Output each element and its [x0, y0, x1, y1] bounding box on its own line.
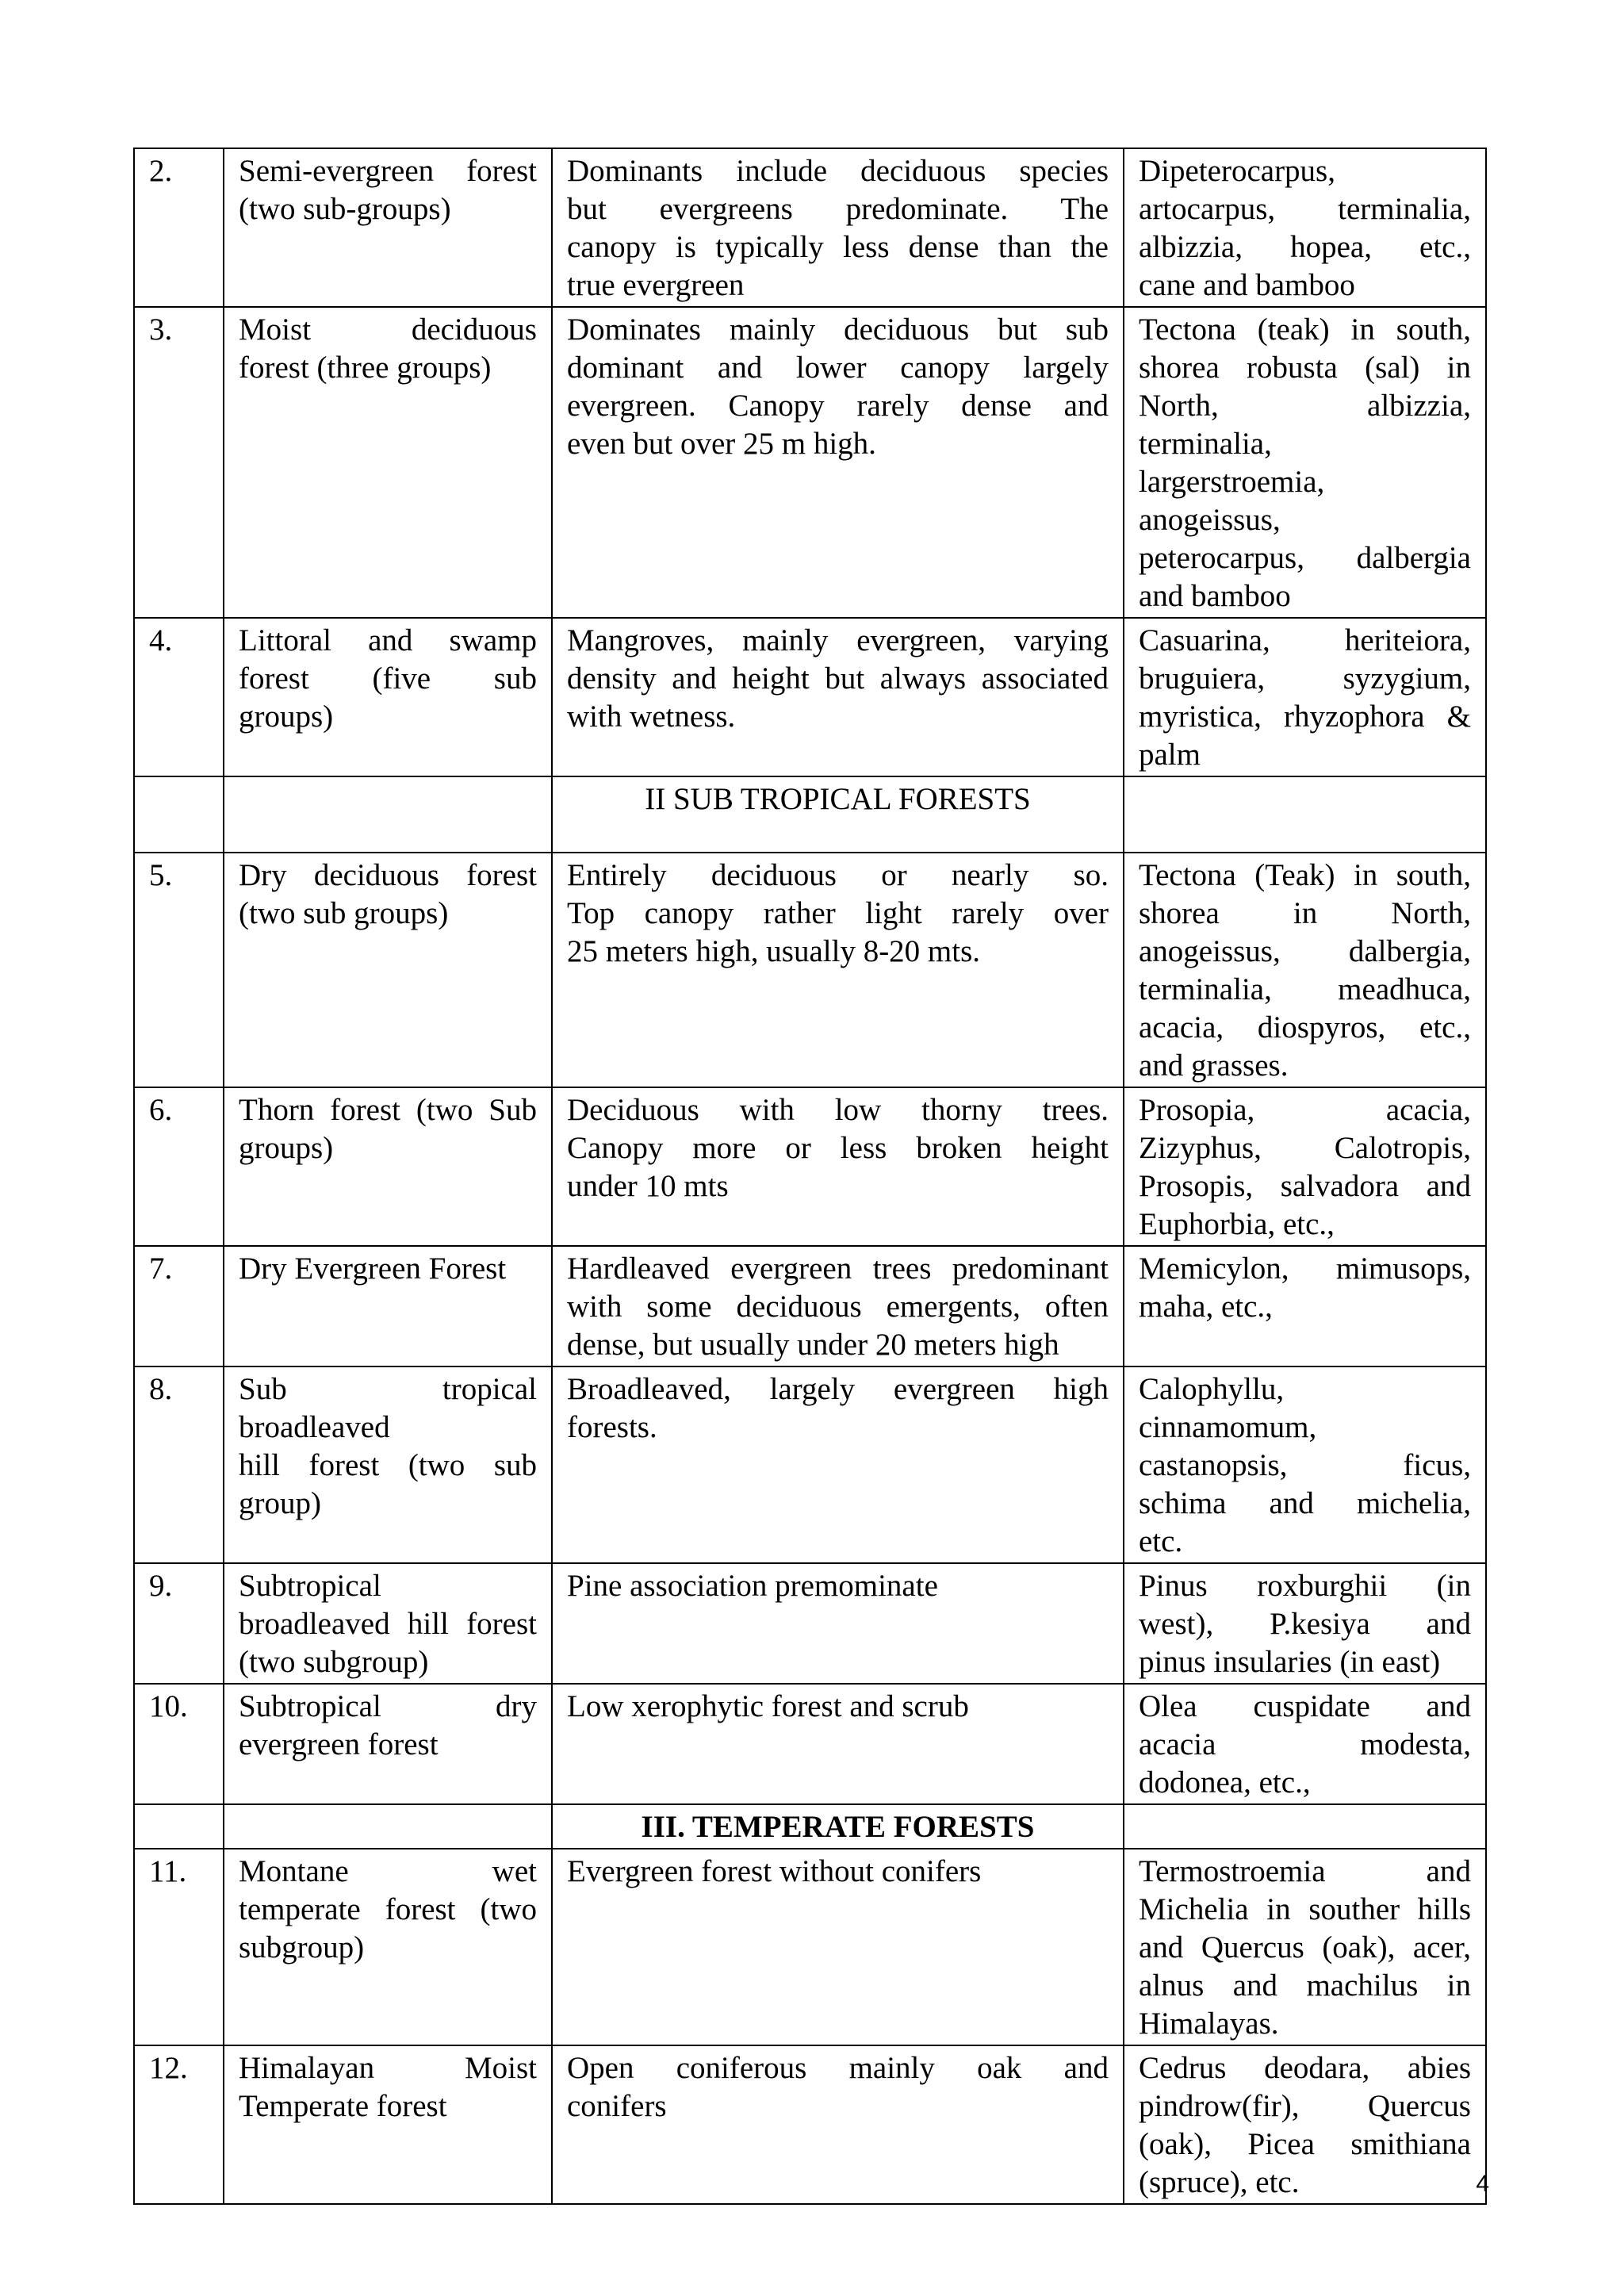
forest-type-cell-line: forest (five sub: [239, 661, 537, 696]
description-cell: [552, 2045, 1124, 2204]
table-row: [134, 148, 1486, 307]
species-cell-line: Himalayas.: [1139, 2007, 1279, 2041]
row-number: 6.: [134, 1087, 224, 1246]
description-cell: [552, 1563, 1124, 1684]
species-cell-line: Memicylon, mimusops,: [1139, 1251, 1471, 1286]
table-row: [134, 2045, 1486, 2204]
description-cell-line: forests.: [567, 1410, 657, 1444]
empty-cell: [224, 776, 552, 853]
table-row: [134, 1087, 1486, 1246]
species-cell: [1124, 853, 1486, 1087]
species-cell: [1124, 2045, 1486, 2204]
section-title: III. TEMPERATE FORESTS: [552, 1804, 1124, 1849]
forest-type-cell-line: broadleaved: [239, 1410, 390, 1444]
species-cell-line: albizzia, hopea, etc.,: [1139, 230, 1471, 264]
description-cell: [552, 1246, 1124, 1366]
row-number: 11.: [134, 1849, 224, 2045]
row-number: 2.: [134, 148, 224, 307]
section-header-row: [134, 1804, 1486, 1849]
empty-cell: [224, 1804, 552, 1849]
description-cell-line: Hardleaved evergreen trees predominant: [567, 1251, 1109, 1286]
description-cell-line: 25 meters high, usually 8-20 mts.: [567, 934, 981, 968]
species-cell-line: etc.: [1139, 1524, 1183, 1558]
row-number: 10.: [134, 1684, 224, 1804]
description-cell-line: density and height but always associated: [567, 661, 1109, 696]
description-cell-line: true evergreen: [567, 268, 745, 302]
species-cell-line: pindrow(fir), Quercus: [1139, 2089, 1471, 2123]
table-row: [134, 307, 1486, 618]
description-cell-line: canopy is typically less dense than the: [567, 230, 1109, 264]
forest-type-cell-line: groups): [239, 700, 334, 734]
forest-type-cell: [224, 307, 552, 618]
description-cell: [552, 853, 1124, 1087]
description-cell: [552, 148, 1124, 307]
forest-type-cell-line: Temperate forest: [239, 2089, 447, 2123]
species-cell-line: acacia modesta,: [1139, 1727, 1471, 1761]
species-cell: [1124, 1684, 1486, 1804]
species-cell-line: and bamboo: [1139, 579, 1291, 613]
species-cell-line: artocarpus, terminalia,: [1139, 192, 1471, 226]
forest-type-cell-line: (two sub groups): [239, 896, 449, 930]
table-row: [134, 1366, 1486, 1563]
species-cell-line: terminalia,: [1139, 427, 1272, 461]
description-cell-line: Entirely deciduous or nearly so.: [567, 858, 1109, 892]
species-cell-line: Dipeterocarpus,: [1139, 154, 1335, 188]
species-cell-line: Zizyphus, Calotropis,: [1139, 1131, 1471, 1165]
description-cell-line: dense, but usually under 20 meters high: [567, 1328, 1059, 1362]
species-cell-line: maha, etc.,: [1139, 1290, 1273, 1324]
table-body: [134, 148, 1486, 2204]
description-cell-line: Broadleaved, largely evergreen high: [567, 1372, 1109, 1406]
species-cell-line: shorea robusta (sal) in: [1139, 351, 1471, 385]
empty-cell: [134, 1804, 224, 1849]
forest-type-cell-line: Thorn forest (two Sub: [239, 1093, 537, 1127]
species-cell-line: pinus insularies (in east): [1139, 1645, 1441, 1679]
forest-type-cell-line: forest (three groups): [239, 351, 492, 385]
species-cell-line: largerstroemia,: [1139, 465, 1325, 499]
species-cell-line: myristica, rhyzophora &: [1139, 700, 1471, 734]
description-cell-line: Evergreen forest without conifers: [567, 1854, 982, 1888]
forest-type-cell: [224, 1366, 552, 1563]
description-cell: [552, 1366, 1124, 1563]
forest-type-cell: [224, 618, 552, 776]
forest-type-cell-line: Moist deciduous: [239, 312, 537, 347]
description-cell-line: Dominants include deciduous species: [567, 154, 1109, 188]
forest-type-cell-line: temperate forest (two: [239, 1892, 537, 1926]
page-number: 4: [1476, 2171, 1489, 2197]
species-cell-line: Termostroemia and: [1139, 1854, 1471, 1888]
species-cell: [1124, 618, 1486, 776]
species-cell-line: Prosopia, acacia,: [1139, 1093, 1471, 1127]
species-cell-line: shorea in North,: [1139, 896, 1471, 930]
species-cell: [1124, 1087, 1486, 1246]
species-cell-line: Euphorbia, etc.,: [1139, 1207, 1335, 1241]
description-cell: [552, 1849, 1124, 2045]
table-row: [134, 853, 1486, 1087]
species-cell-line: Michelia in souther hills: [1139, 1892, 1471, 1926]
description-cell: [552, 618, 1124, 776]
forest-type-cell-line: Subtropical: [239, 1569, 381, 1603]
row-number: 12.: [134, 2045, 224, 2204]
species-cell-line: bruguiera, syzygium,: [1139, 661, 1471, 696]
forest-type-cell-line: Littoral and swamp: [239, 623, 537, 657]
forest-type-cell: [224, 1246, 552, 1366]
species-cell-line: Tectona (Teak) in south,: [1139, 858, 1471, 892]
forest-type-cell-line: Montane wet: [239, 1854, 537, 1888]
forest-type-cell: [224, 148, 552, 307]
species-cell: [1124, 307, 1486, 618]
forest-type-cell-line: Himalayan Moist: [239, 2051, 537, 2085]
species-cell-line: anogeissus,: [1139, 503, 1281, 537]
forest-type-cell-line: hill forest (two sub: [239, 1448, 537, 1482]
species-cell-line: alnus and machilus in: [1139, 1968, 1471, 2003]
row-number: 9.: [134, 1563, 224, 1684]
description-cell-line: Canopy more or less broken height: [567, 1131, 1109, 1165]
description-cell-line: Mangroves, mainly evergreen, varying: [567, 623, 1109, 657]
description-cell-line: evergreen. Canopy rarely dense and: [567, 389, 1109, 423]
species-cell-line: Prosopis, salvadora and: [1139, 1169, 1471, 1203]
species-cell-line: Olea cuspidate and: [1139, 1689, 1471, 1723]
species-cell: [1124, 1563, 1486, 1684]
forest-type-cell: [224, 1849, 552, 2045]
description-cell-line: with wetness.: [567, 700, 736, 734]
forest-type-cell-line: subgroup): [239, 1930, 365, 1964]
row-number: 7.: [134, 1246, 224, 1366]
row-number: 8.: [134, 1366, 224, 1563]
forest-type-cell-line: groups): [239, 1131, 334, 1165]
table-row: [134, 1684, 1486, 1804]
species-cell-line: (oak), Picea smithiana: [1139, 2127, 1471, 2161]
empty-cell: [1124, 1804, 1486, 1849]
species-cell-line: palm: [1139, 738, 1201, 772]
forest-type-cell-line: group): [239, 1486, 321, 1520]
species-cell-line: west), P.kesiya and: [1139, 1607, 1471, 1641]
forest-type-cell-line: Sub tropical: [239, 1372, 537, 1406]
species-cell-line: North, albizzia,: [1139, 389, 1471, 423]
table-row: [134, 1849, 1486, 2045]
species-cell-line: terminalia, meadhuca,: [1139, 972, 1471, 1006]
species-cell-line: Cedrus deodara, abies: [1139, 2051, 1471, 2085]
description-cell-line: Deciduous with low thorny trees.: [567, 1093, 1109, 1127]
empty-cell: [1124, 776, 1486, 853]
species-cell-line: acacia, diospyros, etc.,: [1139, 1010, 1471, 1045]
species-cell: [1124, 1366, 1486, 1563]
description-cell-line: conifers: [567, 2089, 667, 2123]
description-cell-line: Dominates mainly deciduous but sub: [567, 312, 1109, 347]
description-cell-line: Open coniferous mainly oak and: [567, 2051, 1109, 2085]
description-cell: [552, 1087, 1124, 1246]
species-cell-line: schima and michelia,: [1139, 1486, 1471, 1520]
species-cell-line: castanopsis, ficus,: [1139, 1448, 1471, 1482]
species-cell-line: and Quercus (oak), acer,: [1139, 1930, 1471, 1964]
species-cell-line: Calophyllu,: [1139, 1372, 1285, 1406]
description-cell: [552, 1684, 1124, 1804]
forest-types-table: [133, 148, 1487, 2205]
forest-type-cell-line: (two sub-groups): [239, 192, 451, 226]
species-cell-line: cinnamomum,: [1139, 1410, 1317, 1444]
section-title: II SUB TROPICAL FORESTS: [552, 776, 1124, 853]
description-cell-line: dominant and lower canopy largely: [567, 351, 1109, 385]
forest-type-cell-line: broadleaved hill forest: [239, 1607, 537, 1641]
table-row: [134, 1563, 1486, 1684]
description-cell-line: under 10 mts: [567, 1169, 729, 1203]
species-cell: [1124, 148, 1486, 307]
species-cell-line: Casuarina, heriteiora,: [1139, 623, 1471, 657]
description-cell-line: Top canopy rather light rarely over: [567, 896, 1109, 930]
section-header-row: [134, 776, 1486, 853]
species-cell-line: Tectona (teak) in south,: [1139, 312, 1471, 347]
description-cell-line: but evergreens predominate. The: [567, 192, 1109, 226]
row-number: 4.: [134, 618, 224, 776]
description-cell-line: Pine association premominate: [567, 1569, 938, 1603]
forest-type-cell-line: Semi-evergreen forest: [239, 154, 537, 188]
forest-type-cell: [224, 1563, 552, 1684]
species-cell-line: Pinus roxburghii (in: [1139, 1569, 1471, 1603]
forest-type-cell: [224, 2045, 552, 2204]
description-cell-line: Low xerophytic forest and scrub: [567, 1689, 969, 1723]
row-number: 5.: [134, 853, 224, 1087]
forest-type-cell: [224, 1087, 552, 1246]
species-cell-line: (spruce), etc.: [1139, 2165, 1300, 2199]
table-row: [134, 618, 1486, 776]
species-cell-line: dodonea, etc.,: [1139, 1765, 1311, 1800]
species-cell-line: cane and bamboo: [1139, 268, 1355, 302]
forest-type-cell: [224, 1684, 552, 1804]
row-number: 3.: [134, 307, 224, 618]
description-cell-line: with some deciduous emergents, often: [567, 1290, 1109, 1324]
species-cell-line: anogeissus, dalbergia,: [1139, 934, 1471, 968]
forest-type-cell-line: Dry Evergreen Forest: [239, 1251, 507, 1286]
description-cell: [552, 307, 1124, 618]
species-cell-line: and grasses.: [1139, 1048, 1289, 1083]
empty-cell: [134, 776, 224, 853]
description-cell-line: even but over 25 m high.: [567, 427, 876, 461]
forest-type-cell-line: evergreen forest: [239, 1727, 439, 1761]
forest-type-cell-line: (two subgroup): [239, 1645, 429, 1679]
table-row: [134, 1246, 1486, 1366]
forest-type-cell-line: Dry deciduous forest: [239, 858, 537, 892]
species-cell-line: peterocarpus, dalbergia: [1139, 541, 1471, 575]
forest-type-cell-line: Subtropical dry: [239, 1689, 537, 1723]
forest-type-cell: [224, 853, 552, 1087]
species-cell: [1124, 1246, 1486, 1366]
species-cell: [1124, 1849, 1486, 2045]
